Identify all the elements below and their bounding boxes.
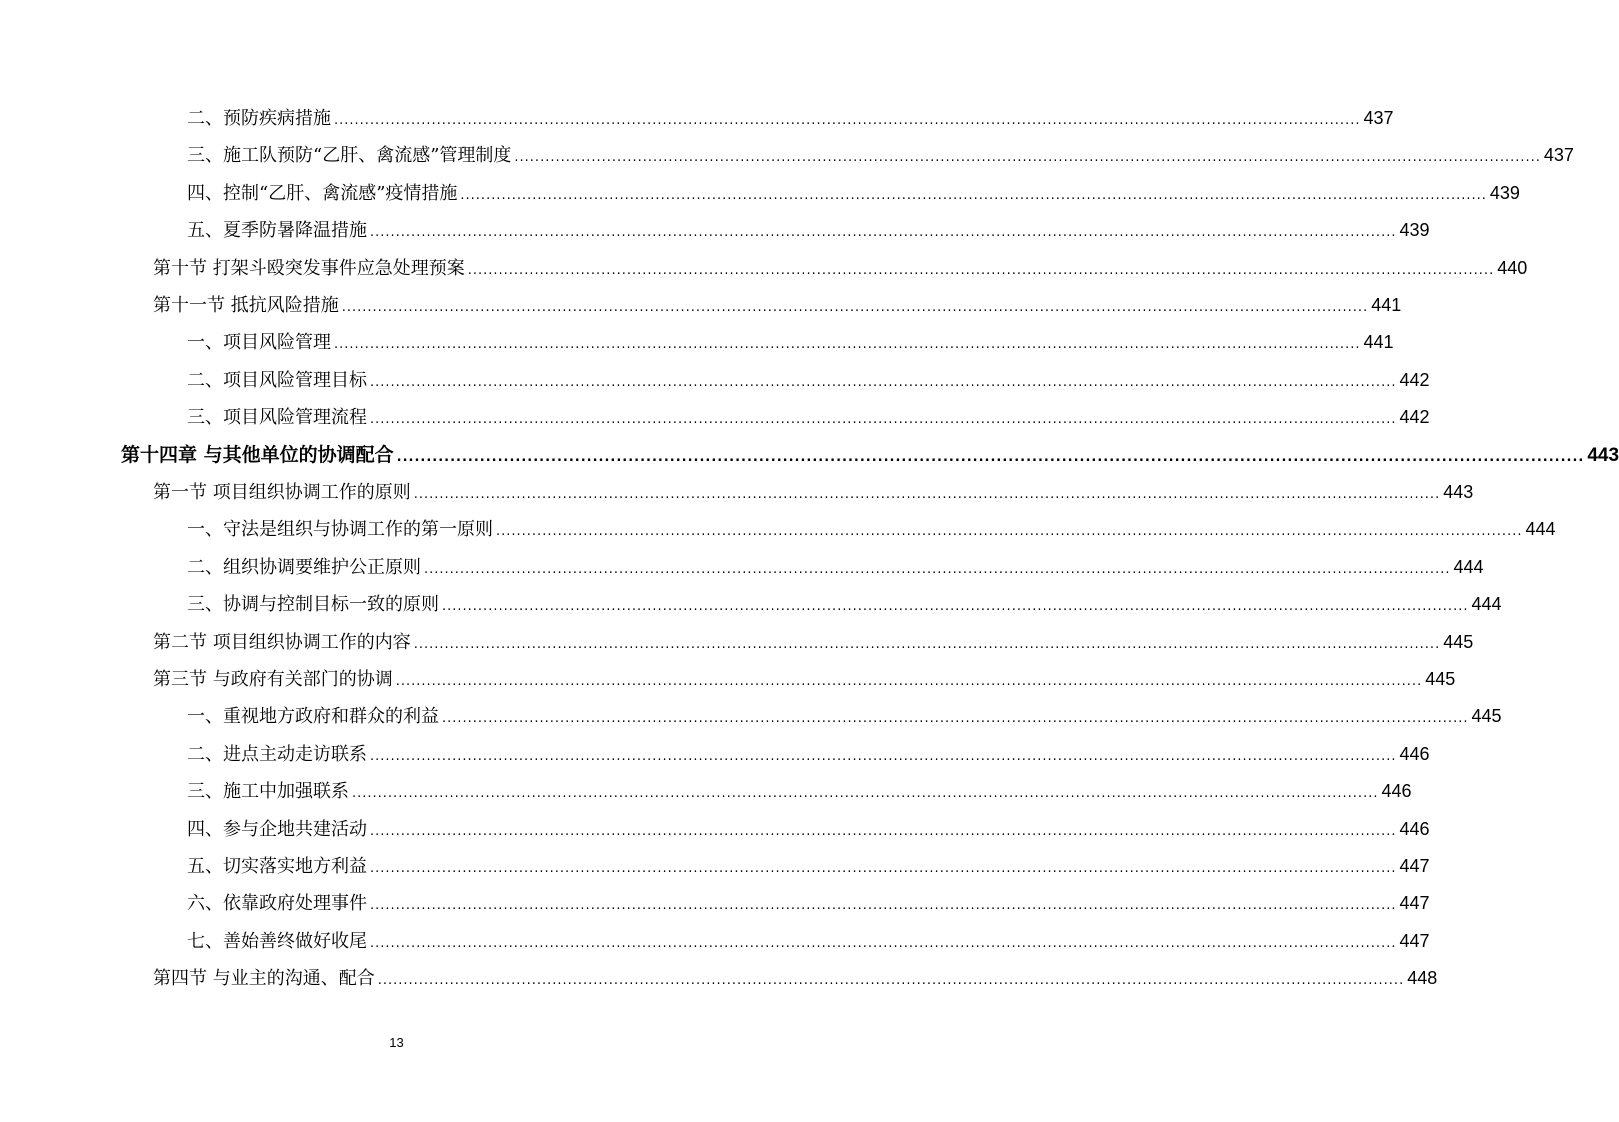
toc-dot-leader: ........................................................................................................................................................................................................	[370, 412, 1397, 428]
toc-entry-title: 四、参与企地共建活动	[187, 818, 367, 840]
toc-entry[interactable]	[153, 627, 1474, 657]
toc-entry[interactable]	[153, 664, 1456, 694]
toc-dot-leader: ........................................................................................................................................................................................................	[496, 524, 1523, 540]
toc-entry-page: 437	[1363, 108, 1394, 128]
toc-entry-page: 441	[1363, 332, 1394, 353]
toc-dot-leader: ........................................................................................................................................................................................................	[370, 935, 1397, 951]
toc-entry[interactable]	[187, 888, 1430, 918]
toc-entry-title: 三、施工中加强联系	[187, 781, 349, 803]
toc-entry[interactable]	[187, 701, 1502, 731]
toc-dot-leader: ........................................................................................................................................................................................................	[352, 786, 1379, 802]
toc-entry-title: 二、进点主动走访联系	[187, 743, 367, 765]
toc-entry-page: 447	[1399, 856, 1430, 876]
toc-entry-page: 448	[1407, 968, 1438, 989]
toc-entry[interactable]	[153, 290, 1402, 320]
toc-entry-title: 三、协调与控制目标一致的原则	[187, 594, 439, 616]
toc-dot-leader: ........................................................................................................................................................................................................	[377, 973, 1405, 989]
toc-entry-title: 第三节 与政府有关部门的协调	[153, 669, 393, 690]
toc-dot-leader: ........................................................................................................................................................................................................	[460, 187, 1487, 203]
toc-entry[interactable]	[153, 963, 1438, 993]
toc-entry[interactable]	[187, 402, 1430, 432]
toc-entry-page: 443	[1587, 444, 1619, 466]
toc-dot-leader: ........................................................................................................................................................................................................	[370, 748, 1397, 764]
toc-entry-page: 440	[1497, 257, 1528, 278]
toc-entry[interactable]	[187, 327, 1394, 357]
toc-entry-title: 一、守法是组织与协调工作的第一原则	[187, 519, 493, 541]
toc-dot-leader: ........................................................................................................................................................................................................	[370, 861, 1397, 876]
toc-entry-title: 六、依靠政府处理事件	[187, 893, 367, 915]
toc-entry-title: 五、夏季防暑降温措施	[187, 220, 367, 242]
toc-entry[interactable]	[187, 851, 1430, 881]
toc-dot-leader: ........................................................................................................................................................................................................	[442, 599, 1469, 615]
toc-entry-page: 441	[1371, 295, 1402, 315]
toc-entry[interactable]	[153, 253, 1528, 283]
toc-entry-page: 442	[1399, 407, 1430, 428]
toc-entry-title: 一、项目风险管理	[187, 332, 331, 354]
page-number: 13	[389, 1035, 404, 1050]
toc-entry-page: 446	[1399, 743, 1430, 764]
toc-dot-leader: ........................................................................................................................................................................................................	[413, 487, 1441, 502]
toc-dot-leader: ........................................................................................................................................................................................................	[396, 449, 1585, 465]
toc-entry-title: 第四节 与业主的沟通、配合	[153, 968, 375, 990]
toc-entry-page: 446	[1399, 818, 1430, 839]
toc-entry-page: 446	[1381, 781, 1412, 802]
toc-entry-page: 442	[1399, 369, 1430, 390]
toc-entry[interactable]	[187, 103, 1394, 133]
toc-dot-leader: ........................................................................................................................................................................................................	[413, 636, 1441, 652]
toc-entry-page: 439	[1489, 182, 1520, 203]
toc-entry-title: 第一节 项目组织协调工作的原则	[153, 482, 411, 503]
toc-dot-leader: ........................................................................................................................................................................................................	[424, 561, 1451, 577]
toc-entry-page: 444	[1525, 519, 1556, 540]
toc-entry-title: 第二节 项目组织协调工作的内容	[153, 631, 411, 653]
toc-entry-page: 444	[1453, 556, 1484, 577]
toc-entry[interactable]	[187, 814, 1430, 844]
toc-entry-page: 443	[1443, 482, 1474, 502]
toc-dot-leader: ........................................................................................................................................................................................................	[467, 262, 1495, 278]
toc-dot-leader: ........................................................................................................................................................................................................	[395, 674, 1423, 689]
toc-entry-title: 一、重视地方政府和群众的利益	[187, 706, 439, 728]
toc-entry-title: 四、控制“乙肝、禽流感”疫情措施	[187, 182, 458, 204]
toc-entry[interactable]	[187, 215, 1430, 245]
toc-entry-title: 第十一节 抵抗风险措施	[153, 295, 339, 316]
toc-entry-page: 445	[1471, 706, 1502, 727]
toc-entry-page: 439	[1399, 220, 1430, 241]
toc-entry-page: 447	[1399, 893, 1430, 914]
toc-entry[interactable]	[187, 589, 1502, 619]
toc-dot-leader: ........................................................................................................................................................................................................	[370, 823, 1397, 839]
toc-entry[interactable]	[121, 440, 1619, 470]
toc-entry-title: 五、切实落实地方利益	[187, 856, 367, 877]
toc-entry-title: 二、组织协调要维护公正原则	[187, 556, 421, 578]
toc-entry[interactable]	[187, 178, 1520, 208]
toc-entry[interactable]	[187, 140, 1574, 170]
toc-entry-title: 二、项目风险管理目标	[187, 369, 367, 391]
toc-entry[interactable]	[187, 514, 1556, 544]
toc-dot-leader: ........................................................................................................................................................................................................	[370, 898, 1397, 914]
toc-entry[interactable]	[187, 776, 1412, 806]
toc-entry[interactable]	[187, 552, 1484, 582]
toc-entry-title: 三、项目风险管理流程	[187, 407, 367, 429]
toc-entry[interactable]	[187, 365, 1430, 395]
toc-dot-leader: ........................................................................................................................................................................................................	[341, 300, 1369, 315]
toc-entry[interactable]	[187, 739, 1430, 769]
toc-entry[interactable]	[187, 926, 1430, 956]
toc-dot-leader: ........................................................................................................................................................................................................	[334, 337, 1361, 353]
toc-entry[interactable]	[153, 477, 1474, 507]
toc-dot-leader: ........................................................................................................................................................................................................	[334, 113, 1361, 128]
toc-entry-page: 445	[1443, 631, 1474, 652]
toc-entry-page: 444	[1471, 594, 1502, 615]
toc-entry-page: 437	[1543, 145, 1574, 166]
toc-entry-title: 第十四章 与其他单位的协调配合	[121, 443, 394, 466]
toc-entry-title: 三、施工队预防“乙肝、禽流感”管理制度	[187, 145, 512, 167]
toc-entry-title: 二、预防疾病措施	[187, 108, 331, 129]
toc-dot-leader: ........................................................................................................................................................................................................	[370, 374, 1397, 390]
toc-entry-page: 445	[1425, 669, 1456, 689]
toc-entry-title: 第十节 打架斗殴突发事件应急处理预案	[153, 257, 465, 279]
toc-entry-page: 447	[1399, 930, 1430, 951]
toc-dot-leader: ........................................................................................................................................................................................................	[370, 225, 1397, 241]
toc-dot-leader: ........................................................................................................................................................................................................	[514, 150, 1541, 166]
toc-entry-title: 七、善始善终做好收尾	[187, 930, 367, 952]
toc-dot-leader: ........................................................................................................................................................................................................	[442, 711, 1469, 727]
